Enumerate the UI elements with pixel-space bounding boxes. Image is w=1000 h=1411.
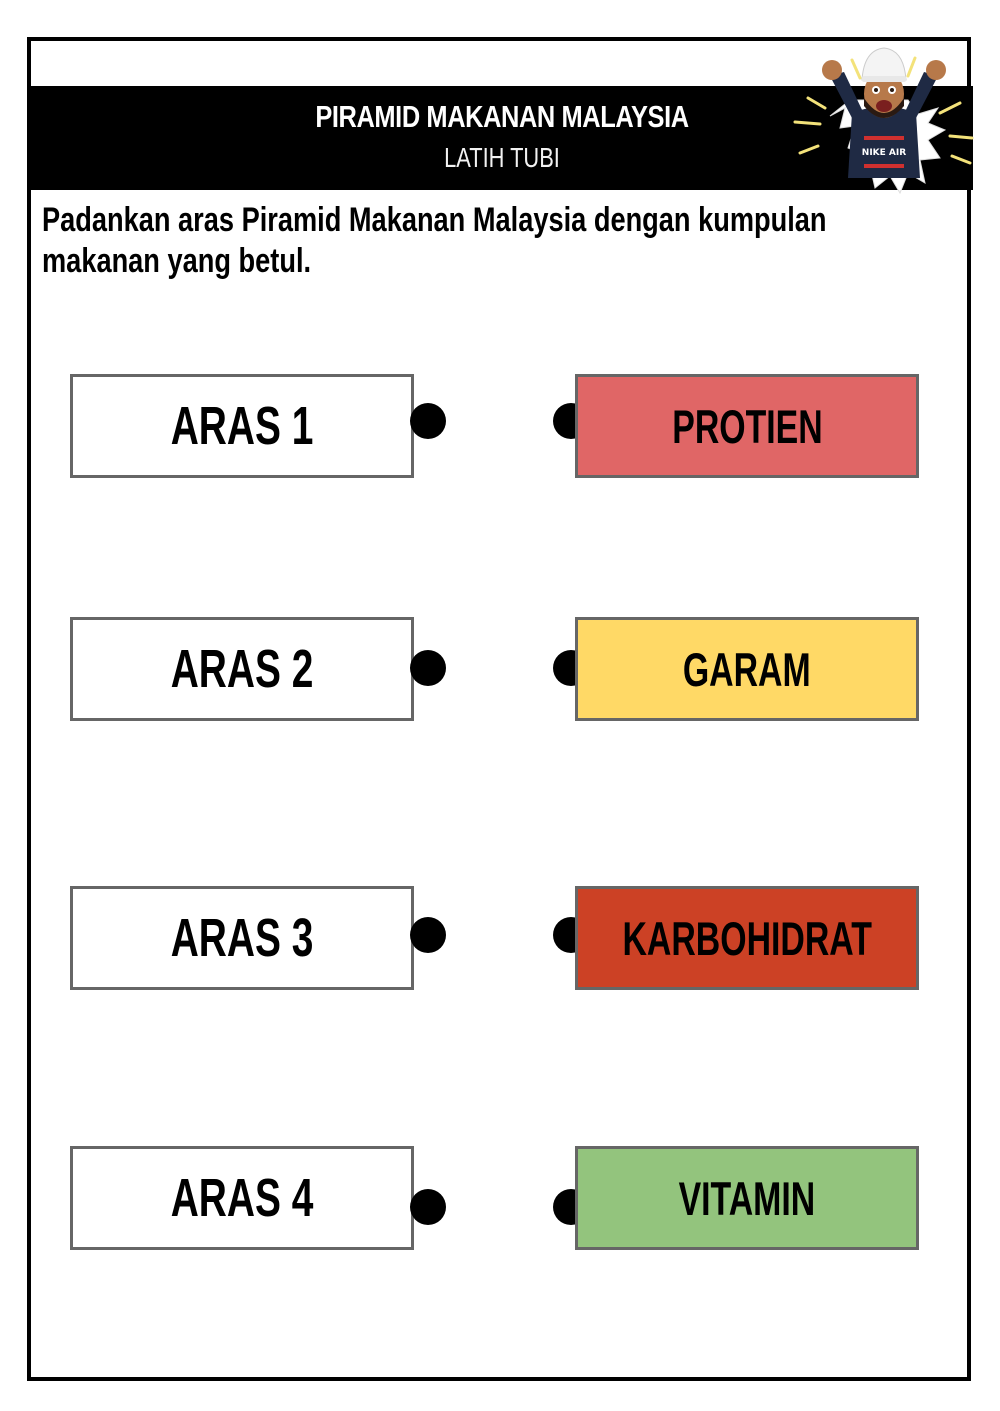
- connector-dot-left-4[interactable]: [410, 1189, 446, 1225]
- left-item-label: ARAS 2: [170, 639, 314, 699]
- page-subtitle: LATIH TUBI: [444, 142, 560, 173]
- right-item-label: PROTIEN: [671, 399, 823, 453]
- right-item-vitamin[interactable]: [575, 1146, 919, 1250]
- left-item-label: ARAS 3: [170, 908, 314, 968]
- connector-dot-left-1[interactable]: [410, 403, 446, 439]
- left-item-label: ARAS 4: [170, 1168, 314, 1228]
- right-item-garam[interactable]: [575, 617, 919, 721]
- svg-text:NIKE AIR: NIKE AIR: [861, 148, 907, 158]
- connector-dot-left-3[interactable]: [410, 917, 446, 953]
- left-item-aras-4[interactable]: [70, 1146, 414, 1250]
- connector-dot-left-2[interactable]: [410, 650, 446, 686]
- left-item-label: ARAS 1: [170, 396, 314, 456]
- left-item-aras-2[interactable]: [70, 617, 414, 721]
- right-item-label: VITAMIN: [678, 1171, 816, 1225]
- left-item-aras-3[interactable]: [70, 886, 414, 990]
- right-item-label: KARBOHIDRAT: [622, 911, 872, 965]
- instruction-text: Padankan aras Piramid Makanan Malaysia dengan kumpulan makanan yang betul.: [42, 201, 827, 280]
- right-item-protien[interactable]: [575, 374, 919, 478]
- right-item-label: GARAM: [683, 642, 811, 696]
- left-item-aras-1[interactable]: [70, 374, 414, 478]
- page-title: PIRAMID MAKANAN MALAYSIA: [315, 99, 689, 134]
- mascot-illustration-icon: [790, 38, 975, 198]
- right-item-karbohidrat[interactable]: [575, 886, 919, 990]
